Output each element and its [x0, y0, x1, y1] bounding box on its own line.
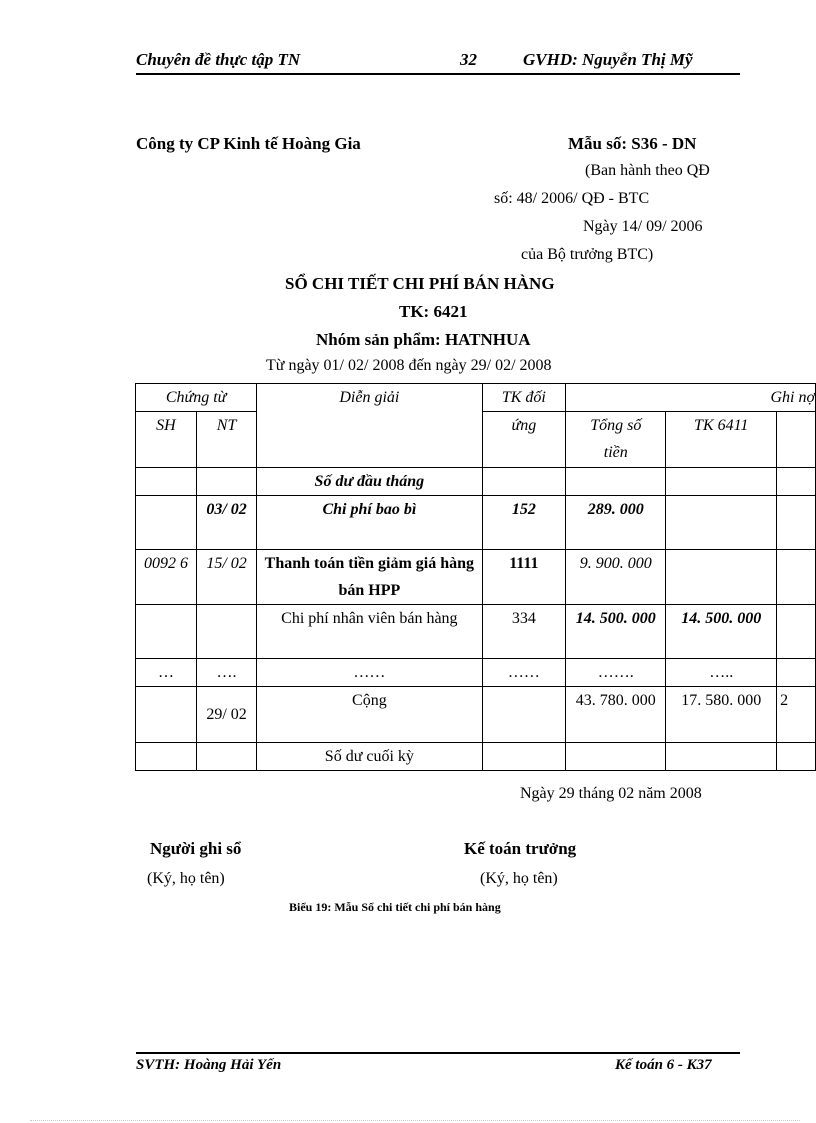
header-tk-doi: TK đối — [482, 384, 566, 412]
footer-rule — [136, 1052, 740, 1054]
cell-tk: 152 — [482, 496, 566, 550]
page-number: 32 — [460, 50, 477, 69]
header-rule — [136, 73, 740, 75]
date-line: Ngày 29 tháng 02 năm 2008 — [520, 785, 702, 802]
header-ung: ứng — [482, 412, 566, 468]
cell-dien-giai: Thanh toán tiền giảm giá hàng bán HPP — [257, 550, 482, 605]
signer-left-title: Người ghi sổ — [150, 839, 242, 858]
cell-tong: 43. 780. 000 — [566, 687, 666, 743]
table-row — [136, 605, 816, 659]
cell-sh: 0092 6 — [136, 550, 197, 605]
header-sh: SH — [136, 412, 197, 468]
cell-more — [777, 550, 816, 605]
cell-dien-giai: Số dư đầu tháng — [257, 468, 482, 496]
cell-sh — [136, 605, 197, 659]
cell-sh — [136, 496, 197, 550]
table-row — [136, 743, 816, 771]
cell-tk6411 — [666, 743, 777, 771]
table-row — [136, 687, 816, 743]
cell-sh — [136, 743, 197, 771]
period: Từ ngày 01/ 02/ 2008 đến ngày 29/ 02/ 2008 — [266, 357, 552, 374]
cell-more — [777, 659, 816, 687]
form-code: Mẫu số: S36 - DN — [568, 134, 697, 153]
header-tk6411: TK 6411 — [666, 412, 777, 468]
footer-right: Kế toán 6 - K37 — [615, 1057, 712, 1073]
table-row — [136, 496, 816, 550]
cell-nt: …. — [196, 659, 256, 687]
cell-tong — [566, 468, 666, 496]
cell-more — [777, 468, 816, 496]
cell-tong: 289. 000 — [566, 496, 666, 550]
cell-tk: …… — [482, 659, 566, 687]
footer-left: SVTH: Hoàng Hải Yến — [136, 1057, 282, 1073]
cell-nt — [196, 605, 256, 659]
table-row — [136, 550, 816, 605]
cell-tk6411 — [666, 468, 777, 496]
header-dien-giai: Diễn giải — [257, 384, 482, 468]
table-row — [136, 659, 816, 687]
cell-nt: 15/ 02 — [196, 550, 256, 605]
ledger-table — [135, 383, 816, 771]
cell-tk — [482, 468, 566, 496]
cell-tk: 1111 — [482, 550, 566, 605]
cell-tk6411: 14. 500. 000 — [666, 605, 777, 659]
cell-nt: 03/ 02 — [196, 496, 256, 550]
header-left: Chuyên đề thực tập TN — [136, 50, 301, 69]
cell-tong: 9. 900. 000 — [566, 550, 666, 605]
header-chung-tu: Chứng từ — [136, 384, 257, 412]
cell-sh — [136, 687, 197, 743]
page-edge-divider — [30, 1120, 800, 1121]
header-tong-so: Tổng số tiền — [566, 412, 666, 468]
cell-dien-giai: Số dư cuối kỳ — [257, 743, 482, 771]
cell-tk — [482, 743, 566, 771]
cell-dien-giai: Chi phí nhân viên bán hàng — [257, 605, 482, 659]
cell-nt — [196, 743, 256, 771]
cell-more — [777, 743, 816, 771]
cell-tk6411: ….. — [666, 659, 777, 687]
header-ghi-no: Ghi nợ — [566, 384, 816, 412]
document-title: SỔ CHI TIẾT CHI PHÍ BÁN HÀNG — [285, 274, 555, 293]
account-code: TK: 6421 — [399, 302, 468, 321]
cell-tk6411 — [666, 550, 777, 605]
table-row — [136, 468, 816, 496]
cell-more — [777, 496, 816, 550]
form-line3: Ngày 14/ 09/ 2006 — [583, 218, 703, 235]
cell-tk — [482, 687, 566, 743]
cell-dien-giai: Cộng — [257, 687, 482, 743]
cell-tong — [566, 743, 666, 771]
signer-right-title: Kế toán trưởng — [464, 839, 577, 858]
form-line2: số: 48/ 2006/ QĐ - BTC — [494, 190, 650, 207]
cell-nt: 29/ 02 — [196, 687, 256, 743]
cell-tk: 334 — [482, 605, 566, 659]
header-more — [777, 412, 816, 468]
caption: Biểu 19: Mẫu Sổ chi tiết chi phí bán hàng — [289, 900, 501, 914]
product-group: Nhóm sản phẩm: HATNHUA — [316, 330, 531, 349]
cell-more: 2 — [777, 687, 816, 743]
cell-more — [777, 605, 816, 659]
cell-tk6411 — [666, 496, 777, 550]
form-line1: (Ban hành theo QĐ — [585, 162, 710, 179]
signer-left-note: (Ký, họ tên) — [147, 870, 225, 887]
form-line4: của Bộ trưởng BTC) — [521, 246, 654, 263]
cell-nt — [196, 468, 256, 496]
cell-dien-giai: Chi phí bao bì — [257, 496, 482, 550]
signer-right-note: (Ký, họ tên) — [480, 870, 558, 887]
header-nt: NT — [196, 412, 256, 468]
cell-tong: 14. 500. 000 — [566, 605, 666, 659]
cell-sh — [136, 468, 197, 496]
cell-dien-giai: …… — [257, 659, 482, 687]
cell-tong: ……. — [566, 659, 666, 687]
header-right: GVHD: Nguyễn Thị Mỹ — [523, 50, 693, 69]
company-name: Công ty CP Kinh tế Hoàng Gia — [136, 134, 361, 153]
cell-tk6411: 17. 580. 000 — [666, 687, 777, 743]
cell-sh: … — [136, 659, 197, 687]
